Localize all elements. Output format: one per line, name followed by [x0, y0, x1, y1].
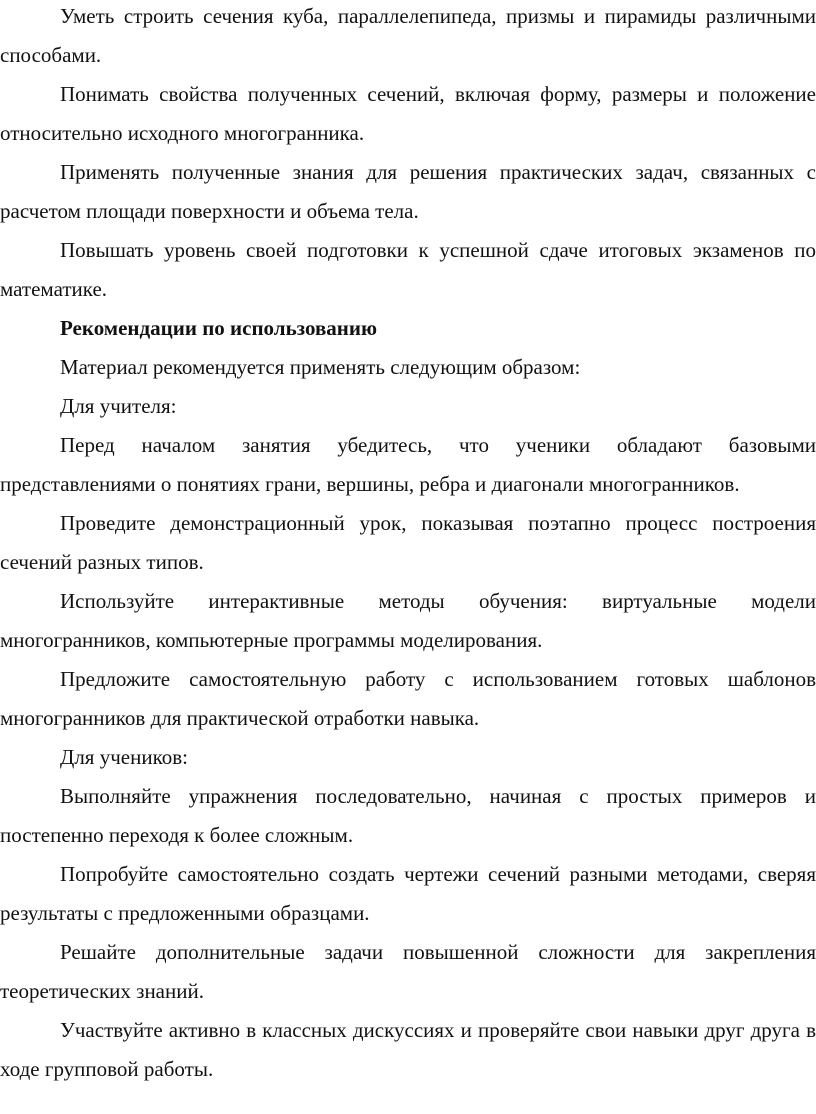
paragraph-teacher-1: Перед началом занятия убедитесь, что ученики обладают базовыми представлениями о понятиях грани, вершины, ребра и диагонали многогранников.: [0, 433, 816, 496]
paragraph-intro: Материал рекомендуется применять следующим образом:: [60, 355, 581, 379]
paragraph-student-2: Попробуйте самостоятельно создать чертежи сечений разными методами, сверяя результаты с предложенными образцами.: [0, 862, 816, 925]
paragraph-for-teacher: Для учителя:: [60, 394, 177, 418]
paragraph-goal-apply: Применять полученные знания для решения практических задач, связанных с расчетом площади поверхности и объема тела.: [0, 160, 816, 223]
paragraph-teacher-2: Проведите демонстрационный урок, показывая поэтапно процесс построения сечений разных типов.: [0, 511, 816, 574]
paragraph-teacher-3: Используйте интерактивные методы обучения: виртуальные модели многогранников, компьютерные программы моделирования.: [0, 589, 816, 652]
paragraph-student-4: Участвуйте активно в классных дискуссиях и проверяйте свои навыки друг друга в ходе групповой работы.: [0, 1018, 816, 1081]
paragraph-student-1: Выполняйте упражнения последовательно, начиная с простых примеров и постепенно переходя к более сложным.: [0, 784, 816, 847]
paragraph-goal-sections: Уметь строить сечения куба, параллелепипеда, призмы и пирамиды различными способами.: [0, 4, 816, 67]
paragraph-goal-exams: Повышать уровень своей подготовки к успешной сдаче итоговых экзаменов по математике.: [0, 238, 816, 301]
paragraph-for-students: Для учеников:: [60, 745, 188, 769]
paragraph-student-3: Решайте дополнительные задачи повышенной сложности для закрепления теоретических знаний.: [0, 940, 816, 1003]
section-heading: Рекомендации по использованию: [60, 316, 378, 340]
paragraph-teacher-4: Предложите самостоятельную работу с использованием готовых шаблонов многогранников для практической отработки навыка.: [0, 667, 816, 730]
paragraph-goal-properties: Понимать свойства полученных сечений, включая форму, размеры и положение относительно исходного многогранника.: [0, 82, 816, 145]
